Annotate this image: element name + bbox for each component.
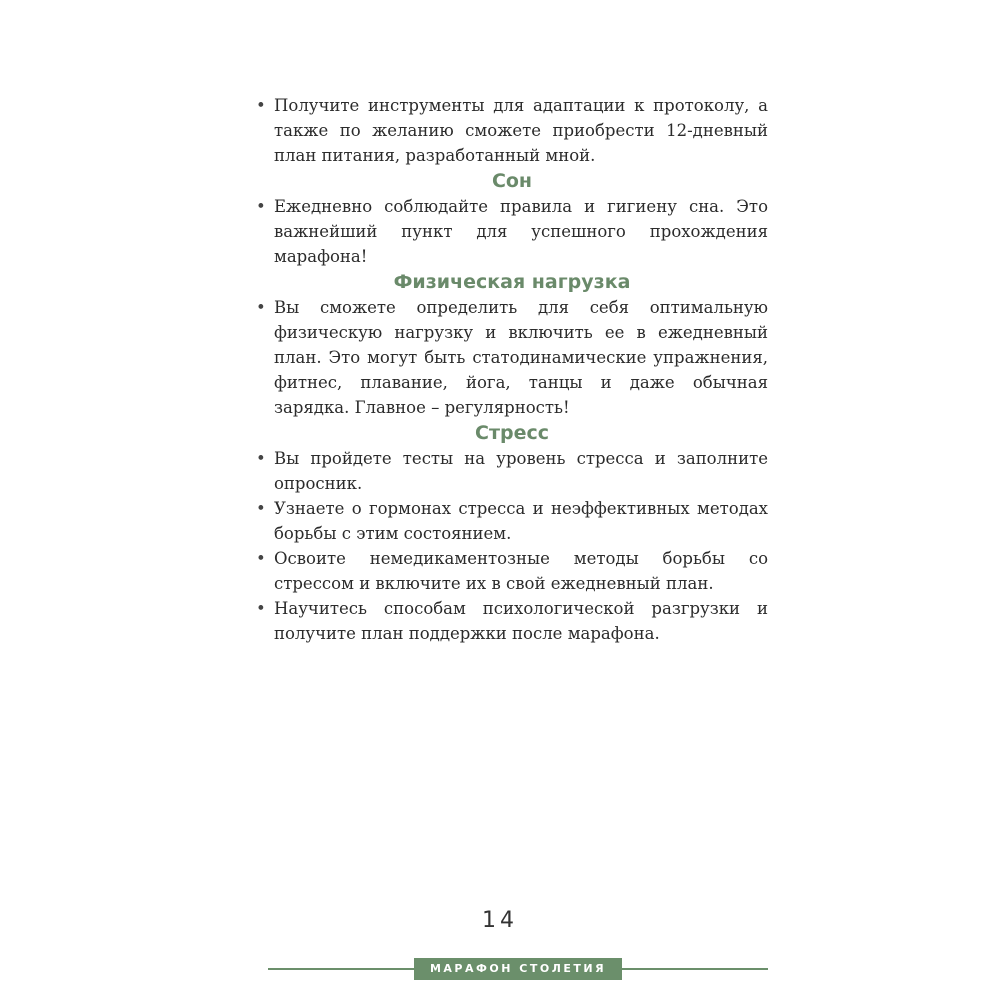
list-item: • Ежедневно соблюдайте правила и гигиену сна. Это важнейший пункт для успешного прохождения марафона! [256,194,768,269]
section-heading-physical: Физическая нагрузка [393,271,631,293]
list-item: • Вы пройдете тесты на уровень стресса и заполните опросник. [256,446,768,496]
list-item: • Научитесь способам психологической разгрузки и получите план поддержки после марафона. [256,596,768,646]
list-item: • Освоите немедикаментозные методы борьбы со стрессом и включите их в свой ежедневный план. [256,546,768,596]
footer-rule-right [622,968,768,970]
section-heading-sleep: Сон [491,170,533,192]
page-content [256,93,768,646]
list-item: • Вы сможете определить для себя оптимальную физическую нагрузку и включить ее в ежедневный план. Это могут быть статодинамические упражнения, фитнес, плавание, йога, танцы и даже обычная зарядка. Главное – регулярность! [256,295,768,420]
section-heading-stress: Стресс [475,422,549,444]
footer-rule-left [268,968,414,970]
stress-list [256,446,768,646]
footer-book-title: МАРАФОН СТОЛЕТИЯ [414,958,622,980]
list-item: • Получите инструменты для адаптации к протоколу, а также по желанию сможете приобрести 12-дневный план питания, разработанный мной. [256,93,768,168]
page-number: 14 [482,908,518,933]
sleep-list [256,194,768,269]
physical-list [256,295,768,420]
list-item: • Узнаете о гормонах стресса и неэффективных методах борьбы с этим состоянием. [256,496,768,546]
intro-list [256,93,768,168]
